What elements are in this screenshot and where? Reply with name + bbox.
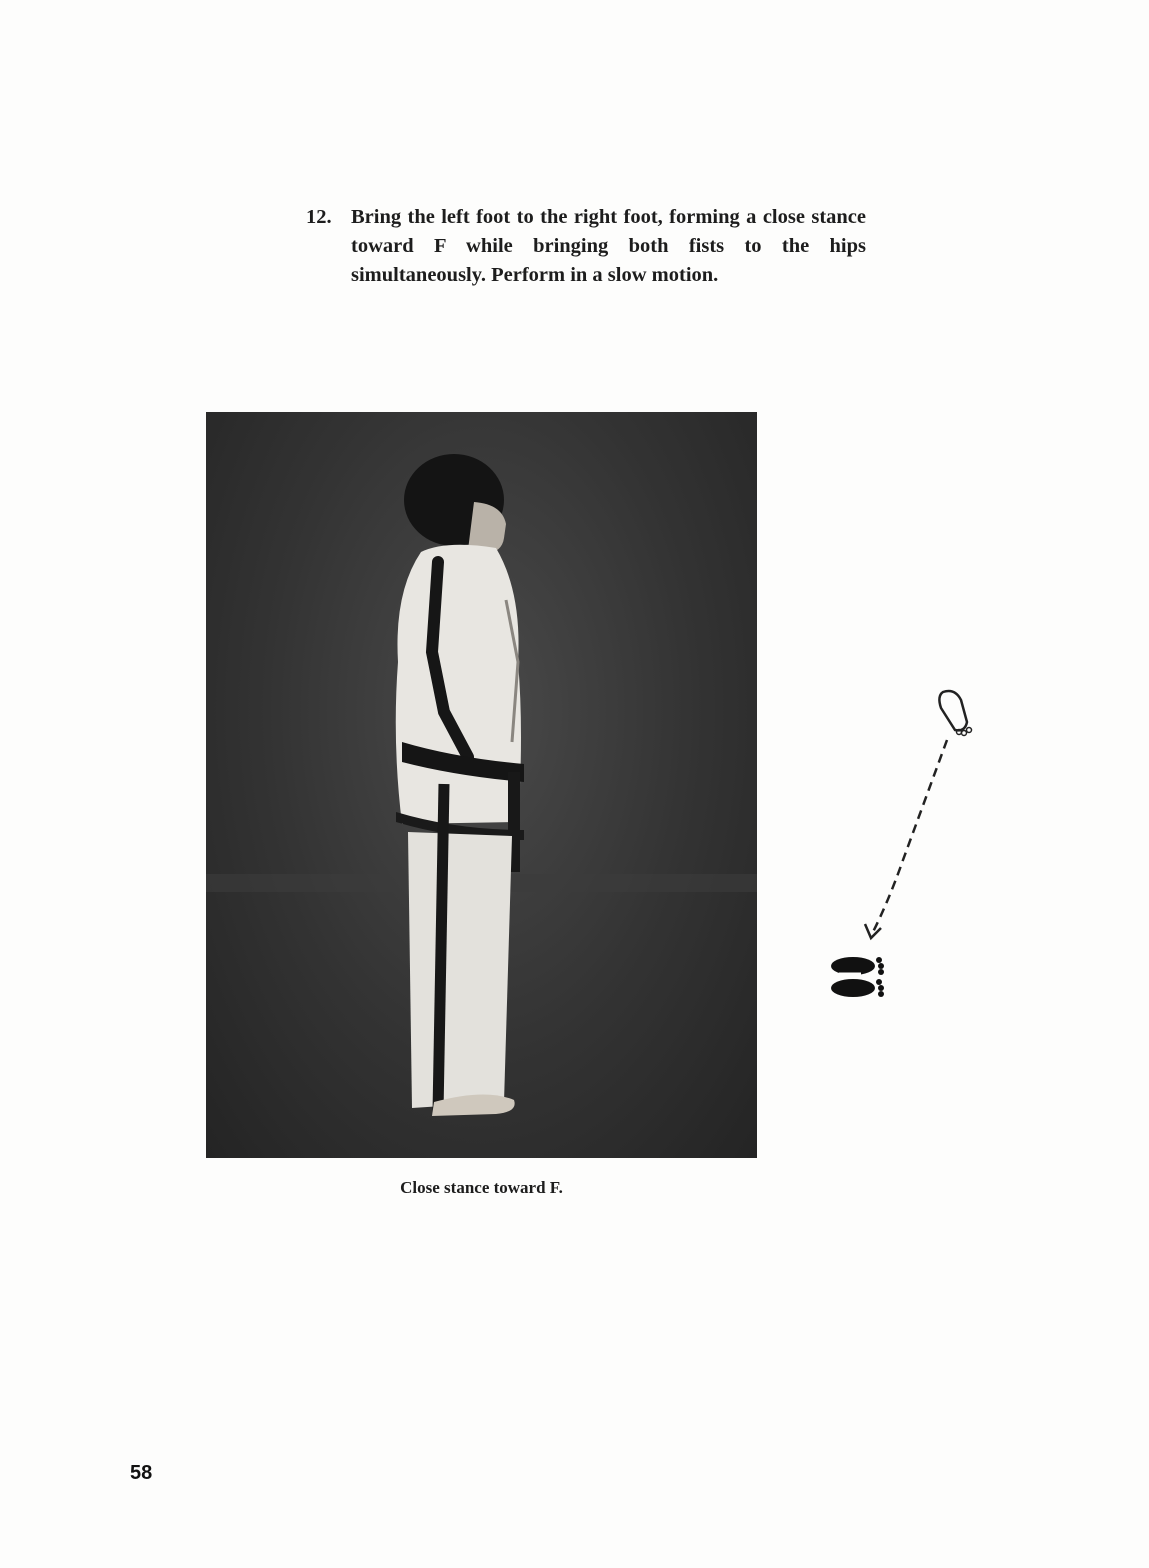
photo-caption: Close stance toward F. (400, 1178, 563, 1197)
movement-path (873, 740, 947, 932)
step-number: 12. (306, 206, 332, 228)
step-text: Bring the left foot to the right foot, forming a close stance toward F while bringing both fists to the hips simultaneously. Perform in a slow motion. (351, 206, 866, 286)
instruction-paragraph (306, 203, 866, 290)
page-number: 58 (130, 1462, 153, 1484)
arrow-head-icon (865, 924, 881, 938)
close-stance-photo (206, 412, 757, 1158)
solid-feet-icon (831, 957, 884, 997)
martial-artist-figure (206, 412, 757, 1158)
footwork-diagram-icon (815, 680, 995, 1010)
outline-foot-icon (939, 691, 971, 736)
